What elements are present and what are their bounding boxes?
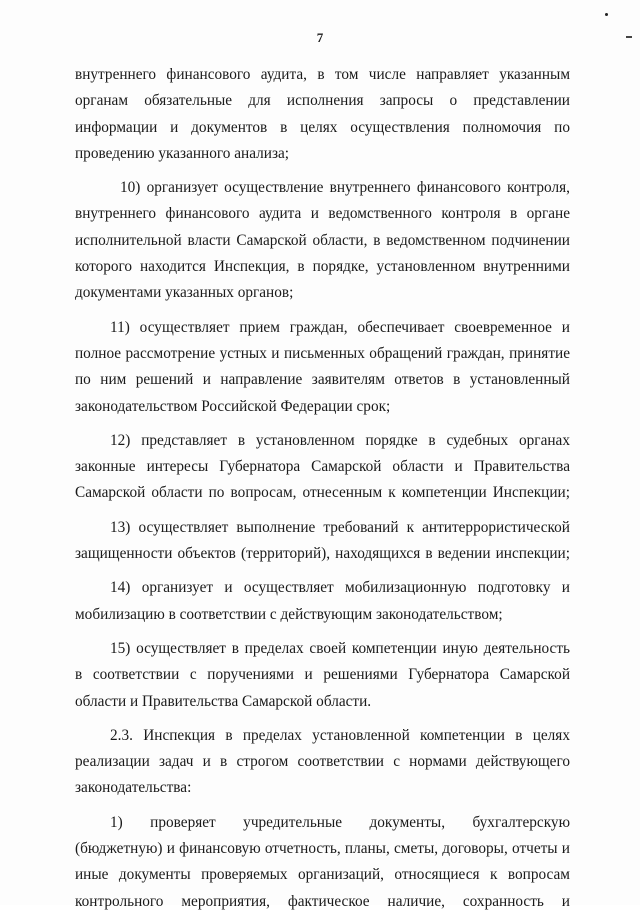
- text-line: полное рассмотрение устных и письменных обращений граждан, принятие: [75, 344, 570, 362]
- text-line: органам обязательные для исполнения запросы о представлении: [75, 92, 570, 110]
- text-line: 11) осуществляет прием граждан, обеспечивает своевременное и: [110, 318, 570, 336]
- text-line: Самарской области по вопросам, отнесенным к компетенции Инспекции;: [75, 484, 570, 502]
- paragraph-item-1: [75, 810, 570, 915]
- paragraph-continuation: [75, 62, 570, 167]
- text-line: 2.3. Инспекция в пределах установленной компетенции в целях: [110, 726, 570, 744]
- document-body: [75, 62, 570, 915]
- text-line: 15) осуществляет в пределах своей компетенции иную деятельность: [110, 639, 570, 657]
- paragraph-section-2-3: [75, 723, 570, 802]
- text-line: в соответствии с поручениями и решениями Губернатора Самарской: [75, 666, 570, 684]
- paragraph-item-12: [75, 428, 570, 507]
- text-line: (бюджетную) и финансовую отчетность, планы, сметы, договоры, отчеты и: [75, 840, 570, 858]
- scan-mark: [605, 13, 608, 16]
- paragraph-item-14: [75, 575, 570, 628]
- text-line: по ним решений и направление заявителям ответов в установленный: [75, 371, 570, 389]
- text-line: информации и документов в целях осуществления полномочия по: [75, 118, 570, 136]
- text-line: которого находится Инспекция, в порядке, установленном внутренними: [75, 258, 570, 276]
- text-line: 1) проверяет учредительные документы, бухгалтерскую: [110, 813, 570, 831]
- text-line: 12) представляет в установленном порядке в судебных органах: [110, 431, 570, 449]
- text-line: 13) осуществляет выполнение требований к антитеррористической: [110, 518, 570, 536]
- text-line: законодательством Российской Федерации срок;: [75, 397, 391, 415]
- text-line: мобилизацию в соответствии с действующим законодательством;: [75, 605, 503, 623]
- text-line: законодательства:: [75, 779, 192, 797]
- text-line: законные интересы Губернатора Самарской области и Правительства: [75, 458, 570, 476]
- text-line: иные документы проверяемых организаций, относящиеся к вопросам: [75, 866, 570, 884]
- text-line: исполнительной власти Самарской области, в ведомственном подчинении: [75, 231, 570, 249]
- text-line: 14) организует и осуществляет мобилизационную подготовку и: [110, 579, 570, 597]
- text-line: внутреннего финансового аудита, в том числе направляет указанным: [75, 66, 570, 83]
- text-line: реализации задач и в строгом соответствии с нормами действующего: [75, 753, 570, 771]
- text-line: контрольного мероприятия, фактическое наличие, сохранность и: [75, 892, 570, 910]
- text-line: области и Правительства Самарской области.: [75, 692, 372, 710]
- text-line: 10) организует осуществление внутреннего финансового контроля,: [120, 179, 570, 197]
- text-line: документами указанных органов;: [75, 284, 294, 302]
- page-number: 7: [316, 30, 324, 45]
- paragraph-item-15: [75, 636, 570, 715]
- paragraph-item-11: [75, 315, 570, 420]
- text-line: защищенности объектов (территорий), находящихся в ведении инспекции;: [75, 545, 570, 563]
- paragraph-item-10: [75, 175, 570, 306]
- text-line: внутреннего финансового аудита и ведомственного контроля в органе: [75, 205, 570, 223]
- text-line: проведению указанного анализа;: [75, 144, 290, 162]
- paragraph-item-13: [75, 515, 570, 568]
